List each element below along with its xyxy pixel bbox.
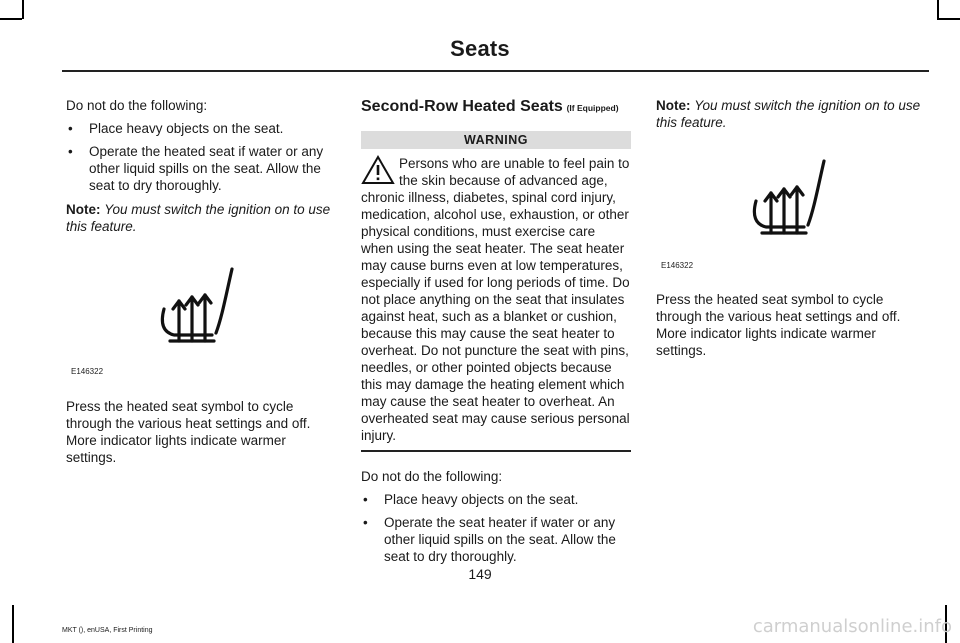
figure	[656, 137, 928, 270]
bullet-item: • Place heavy objects on the seat.	[66, 120, 338, 137]
body-paragraph: Press the heated seat symbol to cycle through the various heat settings and off. More indicator lights indicate warmer settings.	[656, 292, 901, 358]
warning-triangle-icon	[361, 155, 395, 185]
section-title: Second-Row Heated Seats	[361, 98, 563, 115]
note-label: Note:	[66, 202, 101, 217]
crop-mark	[0, 18, 22, 20]
body-paragraph: Press the heated seat symbol to cycle through the various heat settings and off. More indicator lights indicate warmer settings.	[66, 399, 311, 465]
warning-heading: WARNING	[361, 131, 631, 149]
warning-divider	[361, 450, 631, 452]
note	[656, 97, 928, 131]
bullet-item: • Place heavy objects on the seat.	[361, 491, 631, 508]
figure-code: E146322	[661, 261, 694, 270]
crop-mark	[937, 0, 939, 19]
intro-text: Do not do the following:	[361, 468, 503, 484]
crop-mark	[937, 18, 960, 20]
note-text: You must switch the ignition on to use this feature.	[66, 202, 331, 234]
note-text: You must switch the ignition on to use this feature.	[656, 98, 921, 130]
footer-text: MKT (), enUSA, First Printing	[62, 627, 153, 634]
watermark: carmanualsonline.info	[752, 616, 952, 637]
crop-mark	[12, 605, 14, 643]
figure	[66, 241, 338, 376]
right-column	[656, 97, 928, 359]
header-divider	[62, 70, 929, 72]
if-equipped-tag: (If Equipped)	[566, 103, 619, 113]
warning-text: Persons who are unable to feel pain to the skin because of advanced age, chronic illness, diabetes, spinal cord injury, medication, alcohol use, exhaustion, or other physical conditions, must exercise care when using the seat heater. The seat heater may cause burns even at low temperatures, especially if used for long periods of time. Do not place anything on the seat that insulates against heat, such as a blanket or cushion, because this may cause the seat heater to overheat. Do not puncture the seat with pins, needles, or other pointed objects because this may damage the heating element which may cause the seat heater to overheat. An overheated seat may cause serious personal injury.	[361, 156, 630, 443]
section-heading	[361, 98, 631, 117]
middle-column	[361, 97, 631, 565]
warning-body	[361, 155, 631, 444]
heated-seat-icon	[152, 265, 252, 349]
crop-mark	[22, 0, 24, 19]
bullet-item: • Operate the heated seat if water or any other liquid spills on the seat. Allow the seat to dry thoroughly.	[66, 143, 338, 194]
page-number: 149	[468, 566, 492, 582]
intro-text: Do not do the following:	[66, 98, 208, 113]
note-label: Note:	[656, 98, 691, 113]
bullet-item: • Operate the seat heater if water or any other liquid spills on the seat. Allow the seat to dry thoroughly.	[361, 514, 631, 565]
heated-seat-icon	[744, 157, 844, 241]
bullet-list	[361, 491, 631, 565]
note	[66, 201, 338, 235]
left-column	[66, 97, 338, 466]
figure-code: E146322	[71, 367, 104, 376]
bullet-list	[66, 120, 338, 194]
page-title: Seats	[450, 36, 510, 61]
